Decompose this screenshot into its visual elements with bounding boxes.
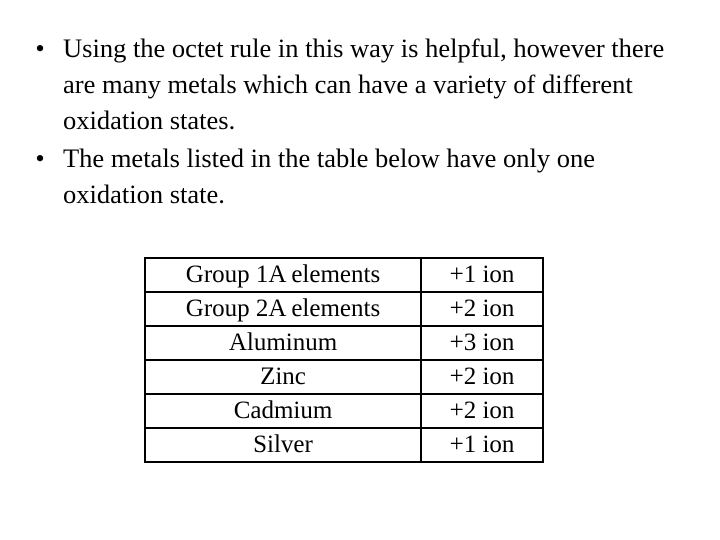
element-cell: Group 2A elements [145, 292, 421, 326]
bullet-text: Using the octet rule in this way is helpful, however there are many metals which can have a variety of different oxidation states. [63, 33, 665, 135]
bullet-icon: • [35, 143, 45, 173]
table-row [145, 326, 543, 360]
bullet-list [30, 30, 690, 214]
element-cell: Zinc [145, 360, 421, 394]
element-cell: Silver [145, 428, 421, 462]
table-row [145, 428, 543, 462]
bullet-icon: • [35, 33, 45, 63]
ion-cell: +2 ion [421, 360, 543, 394]
bullet-text: The metals listed in the table below have only one oxidation state. [63, 143, 596, 209]
ion-cell: +1 ion [421, 258, 543, 292]
ion-cell: +3 ion [421, 326, 543, 360]
bullet-item [30, 30, 690, 138]
ion-cell: +2 ion [421, 394, 543, 428]
table-row [145, 258, 543, 292]
table-row [145, 360, 543, 394]
element-cell: Aluminum [145, 326, 421, 360]
table-row [145, 394, 543, 428]
ion-cell: +2 ion [421, 292, 543, 326]
element-cell: Cadmium [145, 394, 421, 428]
ion-cell: +1 ion [421, 428, 543, 462]
element-cell: Group 1A elements [145, 258, 421, 292]
bullet-item [30, 140, 690, 212]
oxidation-state-table [144, 257, 544, 463]
table-row [145, 292, 543, 326]
